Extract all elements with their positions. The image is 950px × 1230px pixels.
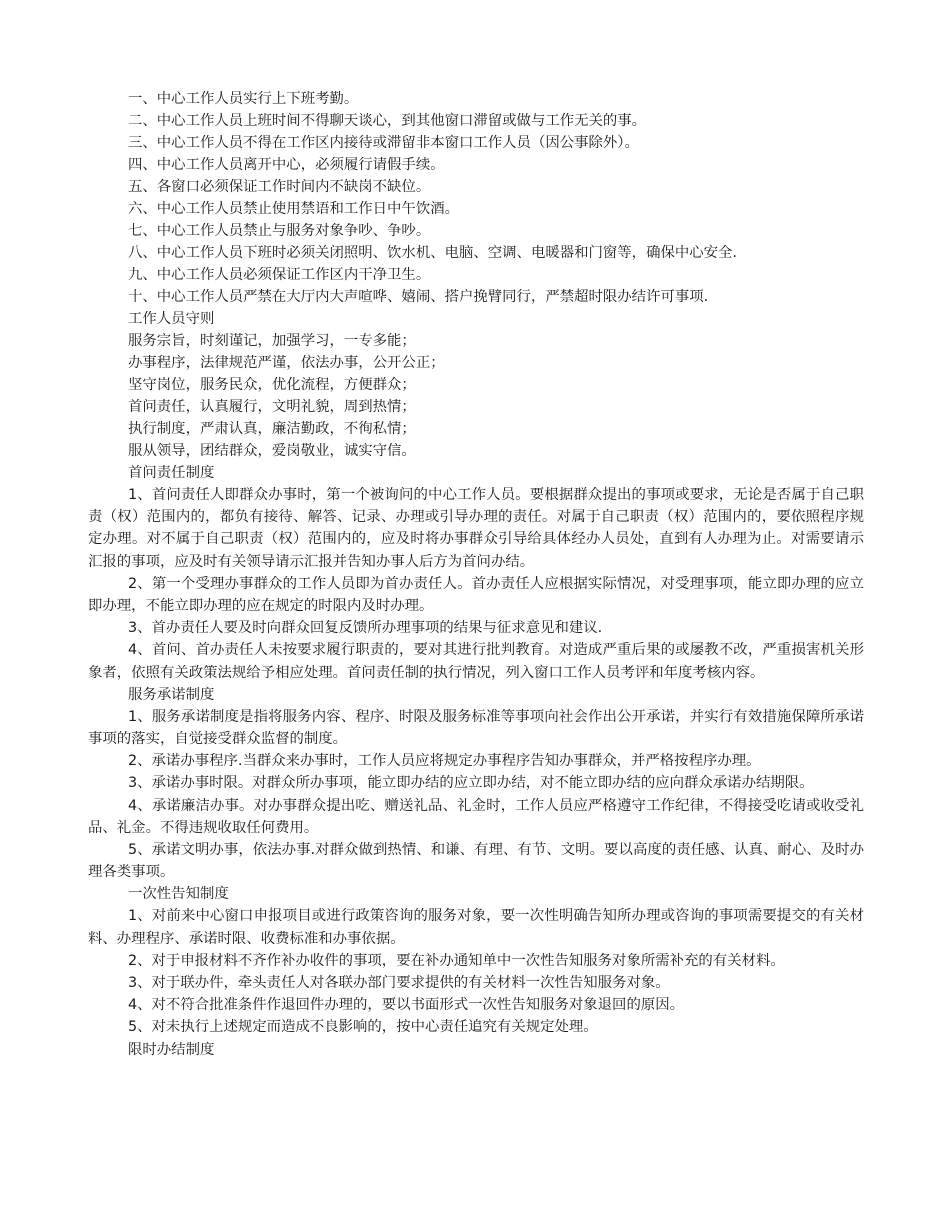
conduct-line: 服从领导，团结群众，爱岗敬业，诚实守信。 <box>128 443 416 459</box>
paragraph: 4、对不符合批准条件作退回件办理的，要以书面形式一次性告知服务对象退回的原因。 <box>128 997 685 1014</box>
conduct-line: 坚守岗位，服务民众，优化流程，方便群众； <box>128 377 416 393</box>
one-time-notice-section <box>88 883 864 1038</box>
conduct-line: 办事程序，法律规范严谨，依法办事，公开公正； <box>128 355 445 371</box>
paragraph: 1、对前来中心窗口申报项目或进行政策咨询的服务对象，要一次性明确告知所办理或咨询的事项需要提交的有关材料、办理程序、承诺时限、收费标准和办事依据。 <box>88 908 864 947</box>
service-commitment-section <box>88 684 864 884</box>
section-heading: 工作人员守则 <box>128 311 215 327</box>
section-heading: 限时办结制度 <box>128 1041 215 1058</box>
time-limit-section <box>88 1039 864 1061</box>
section-heading: 首问责任制度 <box>128 465 215 481</box>
paragraph: 3、首办责任人要及时向群众回复反馈所办理事项的结果与征求意见和建议. <box>128 620 603 637</box>
rule-item: 六、中心工作人员禁止使用禁语和工作日中午饮酒。 <box>128 201 459 217</box>
paragraph: 5、对未执行上述规定而造成不良影响的，按中心责任追究有关规定处理。 <box>128 1019 598 1036</box>
conduct-line: 执行制度，严肃认真，廉洁勤政，不徇私情； <box>128 421 416 437</box>
rule-item: 五、各窗口必须保证工作时间内不缺岗不缺位。 <box>128 179 431 195</box>
paragraph: 4、首问、首办责任人未按要求履行职责的，要对其进行批判教育。对造成严重后果的或屡教不改，严重损害机关形象者，依照有关政策法规给予相应处理。首问责任制的执行情况，列入窗口工作人员考评和年度考核内容。 <box>88 642 864 681</box>
conduct-line: 首问责任，认真履行，文明礼貌，周到热情； <box>128 399 416 415</box>
paragraph: 1、服务承诺制度是指将服务内容、程序、时限及服务标准等事项向社会作出公开承诺，并实行有效措施保障所承诺事项的落实，自觉接受群众监督的制度。 <box>88 708 864 748</box>
rule-item: 八、中心工作人员下班时必须关闭照明、饮水机、电脑、空调、电暖器和门窗等，确保中心安全. <box>128 245 737 261</box>
document-page <box>88 88 864 1061</box>
section-heading: 一次性告知制度 <box>128 886 229 903</box>
rule-item: 二、中心工作人员上班时间不得聊天谈心，到其他窗口滞留或做与工作无关的事。 <box>128 113 647 129</box>
paragraph: 2、承诺办事程序.当群众来办事时，工作人员应将规定办事程序告知办事群众，并严格按程序办理。 <box>128 753 761 770</box>
paragraph: 3、承诺办事时限。对群众所办事项，能立即办结的应立即办结，对不能立即办结的应向群众承诺办结期限。 <box>128 775 814 792</box>
paragraph: 5、承诺文明办事，依法办事.对群众做到热情、和谦、有理、有节、文明。要以高度的责任感、认真、耐心、及时办理各类事项。 <box>88 842 864 881</box>
paragraph: 3、对于联办件，牵头责任人对各联办部门要求提供的有关材料一次性告知服务对象。 <box>128 975 670 992</box>
rule-item: 四、中心工作人员离开中心，必须履行请假手续。 <box>128 157 445 173</box>
section-heading: 服务承诺制度 <box>128 686 215 703</box>
rule-item: 九、中心工作人员必须保证工作区内干净卫生。 <box>128 267 431 283</box>
rule-item: 十、中心工作人员严禁在大厅内大声喧哗、嬉闹、搭户挽臂同行，严禁超时限办结许可事项. <box>128 289 709 305</box>
paragraph: 2、对于申报材料不齐作补办收件的事项，要在补办通知单中一次性告知服务对象所需补充的有关材料。 <box>128 952 785 969</box>
paragraph: 4、承诺廉洁办事。对办事群众提出吃、赠送礼品、礼金时，工作人员应严格遵守工作纪律，不得接受吃请或收受礼品、礼金。不得违规收取任何费用。 <box>88 797 864 836</box>
rules-list <box>88 88 864 308</box>
rule-item: 一、中心工作人员实行上下班考勤。 <box>128 91 359 107</box>
rule-item: 七、中心工作人员禁止与服务对象争吵、争吵。 <box>128 223 431 239</box>
first-inquiry-section <box>88 462 864 684</box>
conduct-line: 服务宗旨，时刻谨记，加强学习，一专多能； <box>128 333 416 349</box>
code-of-conduct-section <box>88 308 864 462</box>
rule-item: 三、中心工作人员不得在工作区内接待或滞留非本窗口工作人员（因公事除外）。 <box>128 135 639 151</box>
paragraph: 2、第一个受理办事群众的工作人员即为首办责任人。首办责任人应根据实际情况，对受理事项，能立即办理的应立即办理，不能立即办理的应在规定的时限内及时办理。 <box>88 575 864 615</box>
paragraph: 1、首问责任人即群众办事时，第一个被询问的中心工作人员。要根据群众提出的事项或要求，无论是否属于自己职责（权）范围内的，都负有接待、解答、记录、办理或引导办理的责任。对属于自己职责（权）范围内的，要依照程序规定办理。对不属于自己职责（权）范围内的，应及时将办事群众引导给具体经办人员处，直到有人办理为止。对需要请示汇报的事项，应及时有关领导请示汇报并告知办事人后方为首问办结。 <box>88 487 864 570</box>
